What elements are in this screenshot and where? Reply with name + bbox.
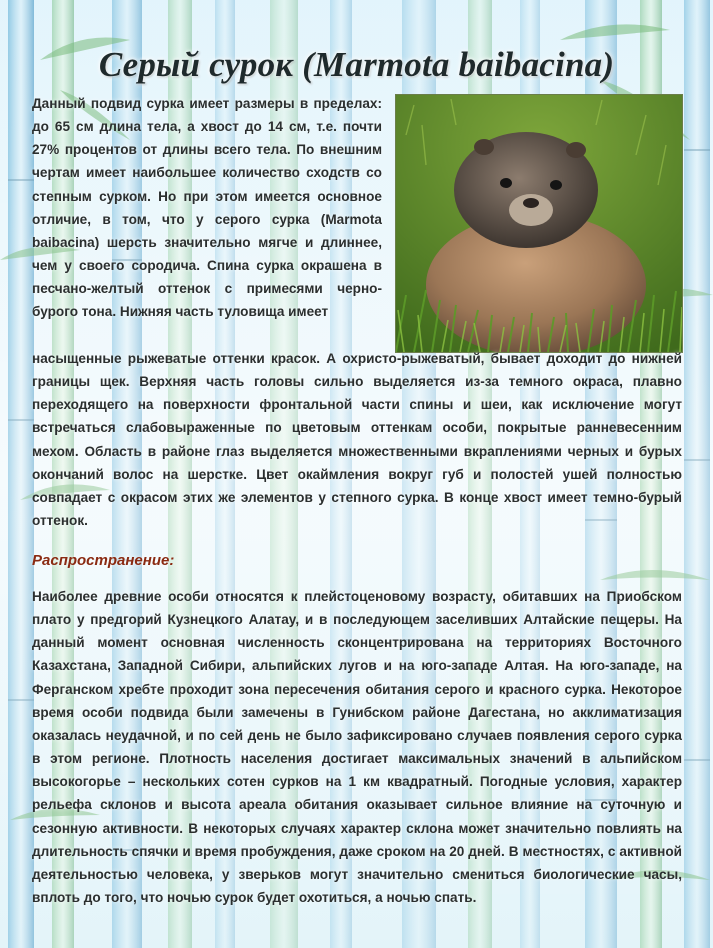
marmot-photo-icon [396, 95, 682, 352]
marmot-photo [395, 94, 683, 353]
distribution-paragraph: Наиболее древние особи относятся к плейстоценовому возрасту, обитавших на Приобском плато у предгорий Кузнецкого Алатау, и в последующем заселивших Алтайские пещеры. На данный момент основная численность сконцентрирована на территориях Восточного Казахстана, Западной Сибири, альпийских лугов и на юго-западе Алтая. На юго-западе, на Ферганском хребте проходит зона пересечения обитания серого и красного сурка. Некоторое время особи подвида были замечены в Гунибском районе Дагестана, но акклиматизация оказалась неудачной, и по сей день не было зафиксировано случаев появления серого сурка в этом регионе. Плотность населения достигает максимальных значений в альпийском высокогорье – нескольких сотен сурков на 1 км квадратный. Погодные условия, характер рельефа склонов и высота ареала обитания оказывает сильное влияние на суточную и сезонную активности. В некоторых случаях характер склона может значительно повлиять на длительность спячки и время пробуждения, даже сроком на 20 дней. В местностях, с активной деятельностью человека, у зверьков могут значительно смениться биологические часы, вплоть до того, что ночью сурок будет охотиться, а ночью спать. [32, 589, 682, 906]
description-paragraph-start: Данный подвид сурка имеет размеры в пределах: до 65 см длина тела, а хвост до 14 см, т.е. почти 27% процентов от длины всего тела. По внешним чертам имеет наибольшее количество сходств со степным сурком. Но при этом имеется основное отличие, в том, что у серого сурка (Marmota baibacina) шерсть значительно мягче и длиннее, чем у своего сородича. Спина сурка окрашена в песчано-желтый оттенок с примесями черно-бурого тона. Нижняя часть туловища имеет [32, 96, 382, 320]
description-paragraph-continued: насыщенные рыжеватые оттенки красок. А охристо-рыжеватый, бывает доходит до нижней границы щек. Верхняя часть головы сильно выделяется из-за темного окраса, плавно переходящего на поверхности фронтальной части спины и шеи, как исключение могут встречаться слабовыраженные по цветовым оттенкам особи, покрытые ранневесенним мехом. Область в районе глаз выделяется множественными вкраплениями черных и бурых окончаний волос на шерстке. Цвет окаймления вокруг губ и полостей ушей полностью совпадает с окрасом этих же элементов у степного сурка. В конце хвост имеет темно-бурый оттенок. [32, 351, 682, 529]
distribution-heading: Распространение: [32, 552, 175, 569]
page-title: Серый сурок (Marmota baibacina) [98, 45, 615, 85]
